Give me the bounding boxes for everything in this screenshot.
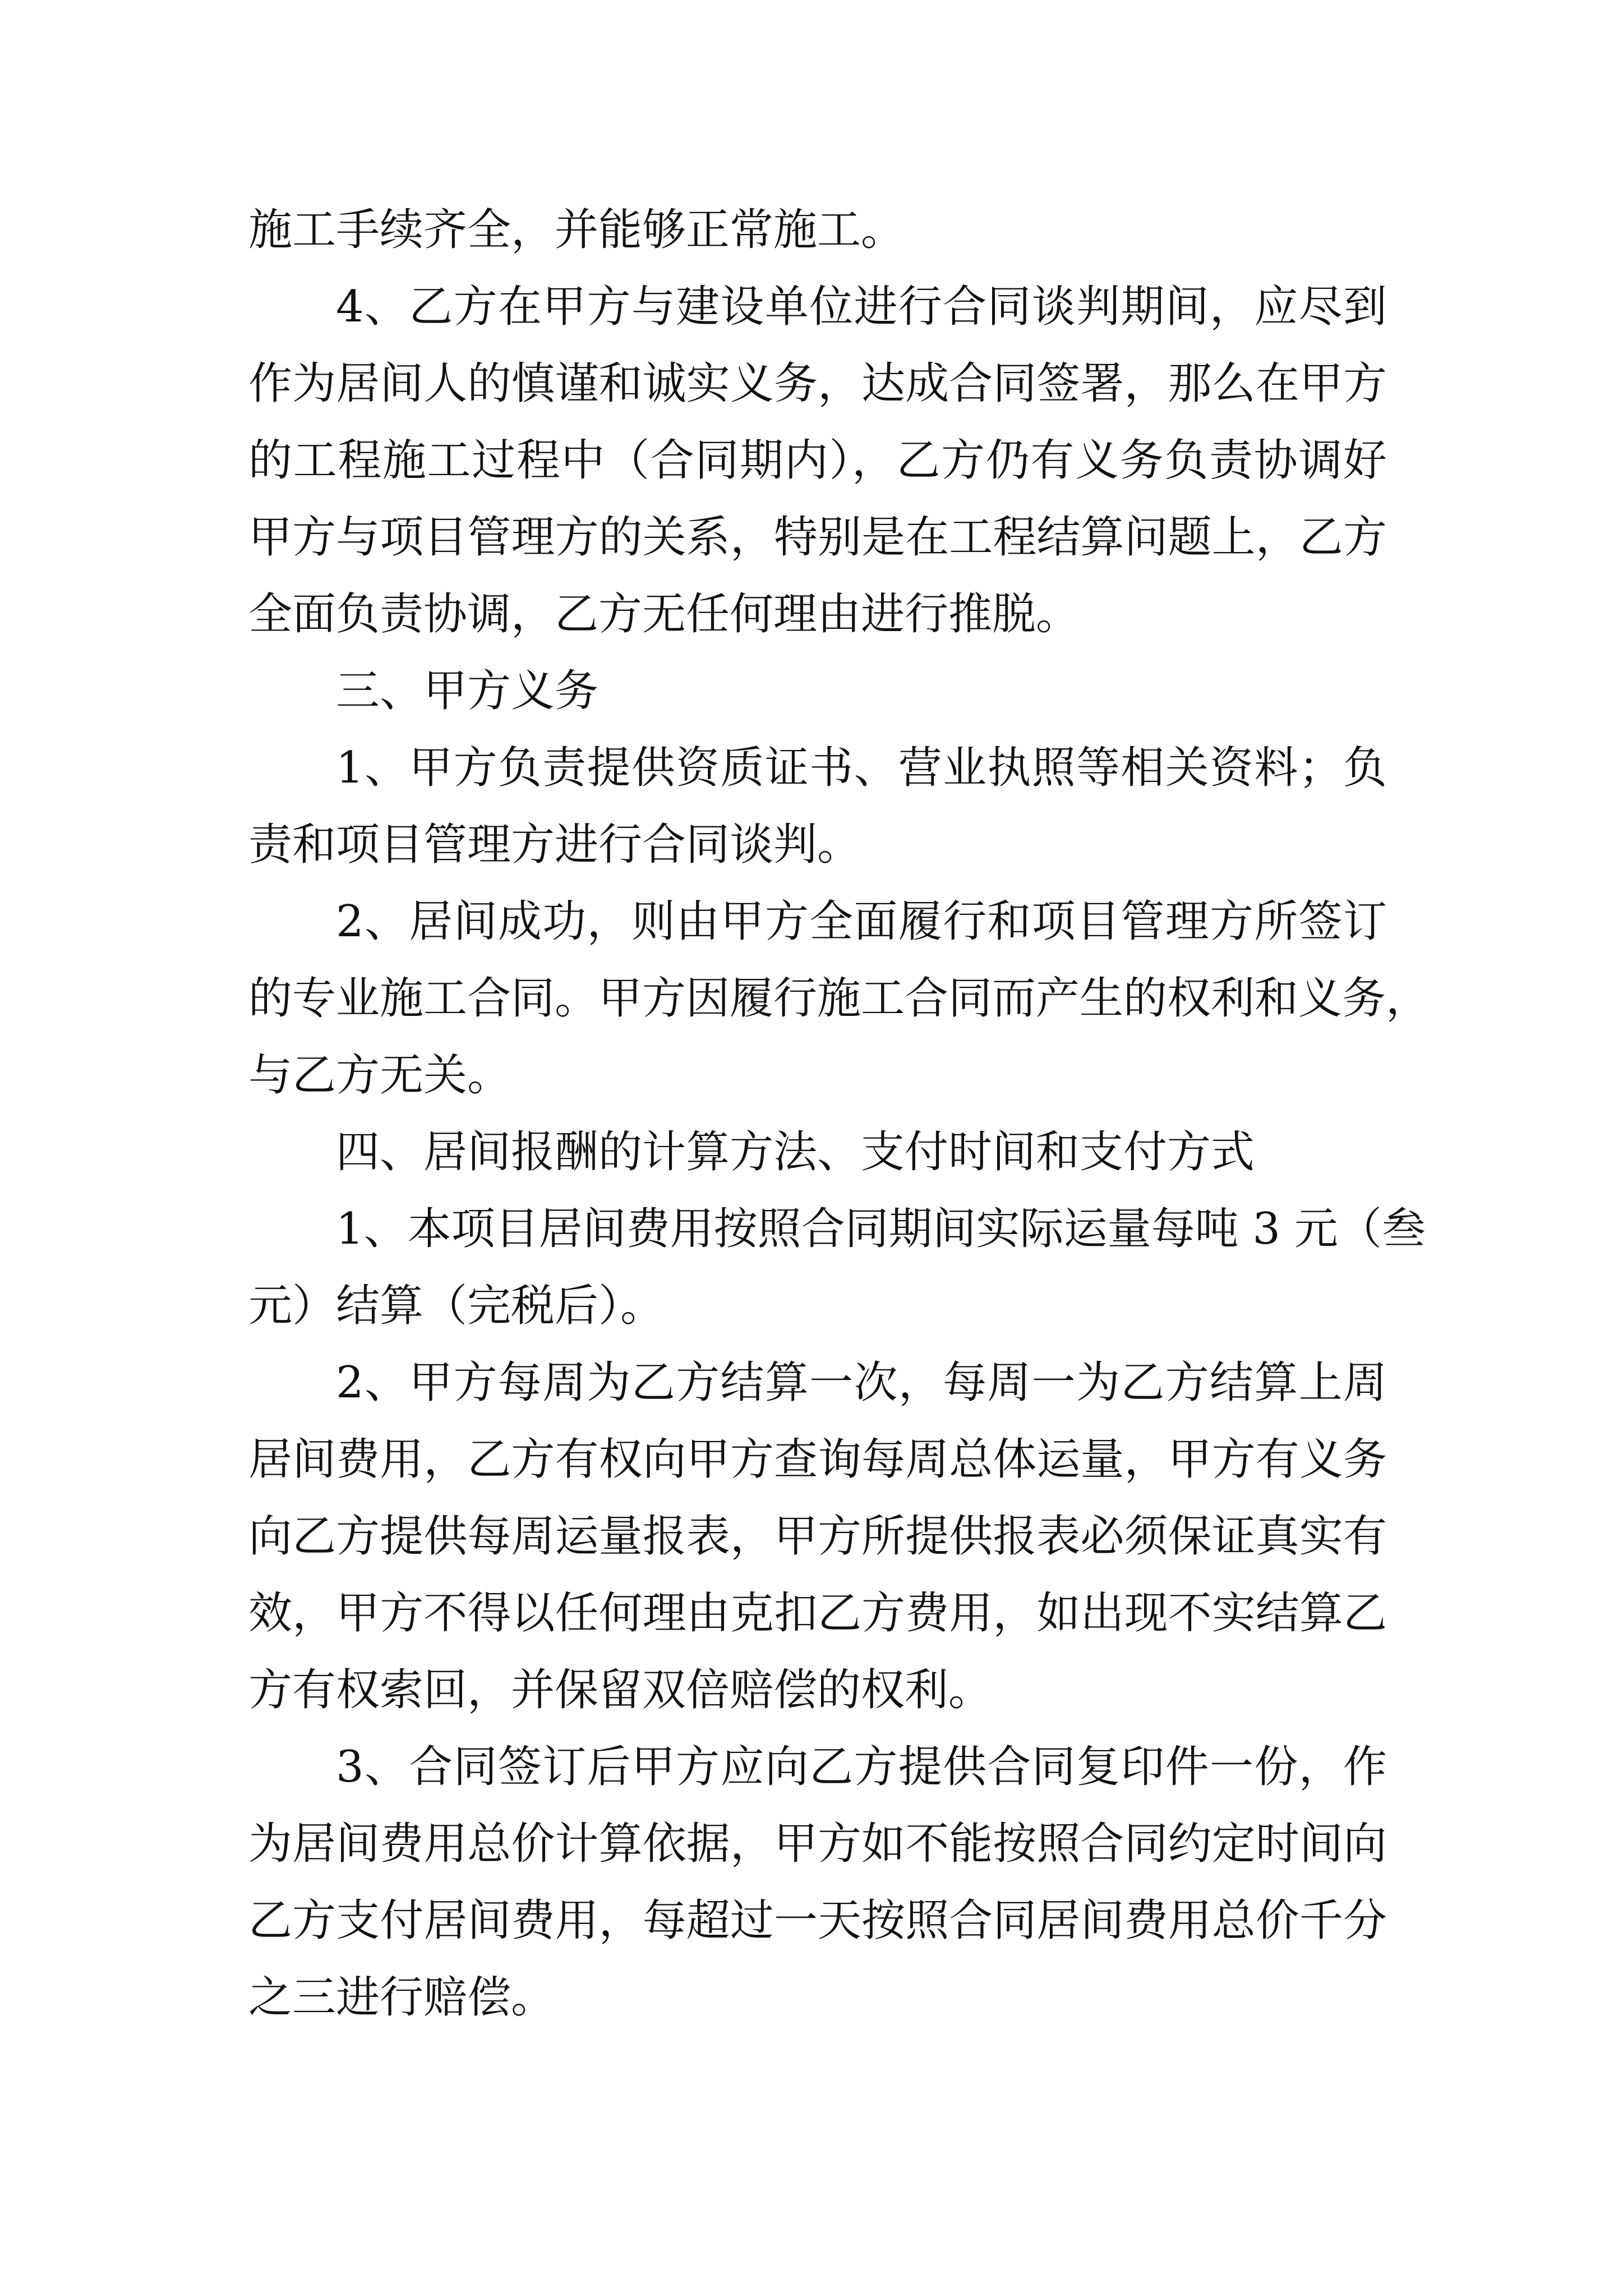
document-body [248, 192, 1430, 2036]
text-line: 全面负责协调，乙方无任何理由进行推脱。 [248, 589, 1080, 639]
text-line: 2、甲方每周为乙方结算一次，每周一为乙方结算上周 [336, 1358, 1387, 1408]
text-line: 之三进行赔偿。 [248, 1972, 555, 2023]
text-line: 1、本项目居间费用按照合同期间实际运量每吨 3 元（叁 [336, 1204, 1426, 1254]
text-line: 的工程施工过程中（合同期内），乙方仍有义务负责协调好 [248, 435, 1387, 486]
text-line: 施工手续齐全，并能够正常施工。 [248, 205, 905, 255]
text-line: 向乙方提供每周运量报表，甲方所提供报表必须保证真实有 [248, 1511, 1387, 1562]
text-line: 2、居间成功，则由甲方全面履行和项目管理方所签订 [336, 896, 1387, 947]
text-line: 元）结算（完税后）。 [248, 1281, 665, 1331]
text-line: 效，甲方不得以任何理由克扣乙方费用，如出现不实结算乙 [248, 1588, 1387, 1639]
text-line: 4、乙方在甲方与建设单位进行合同谈判期间，应尽到 [336, 282, 1387, 332]
text-line: 居间费用，乙方有权向甲方查询每周总体运量，甲方有义务 [248, 1434, 1387, 1485]
text-line: 为居间费用总价计算依据，甲方如不能按照合同约定时间向 [248, 1819, 1387, 1869]
text-line: 1、甲方负责提供资质证书、营业执照等相关资料；负 [336, 743, 1387, 793]
text-line: 甲方与项目管理方的关系，特别是在工程结算问题上，乙方 [248, 512, 1387, 563]
text-line: 方有权索回，并保留双倍赔偿的权利。 [248, 1665, 993, 1715]
text-line: 的专业施工合同。甲方因履行施工合同而产生的权利和义务， [248, 973, 1430, 1024]
text-line: 与乙方无关。 [248, 1050, 511, 1101]
text-line: 乙方支付居间费用，每超过一天按照合同居间费用总价千分 [248, 1895, 1387, 1946]
text-line: 作为居间人的慎谨和诚实义务，达成合同签署，那么在甲方 [248, 358, 1387, 409]
text-line: 3、合同签订后甲方应向乙方提供合同复印件一份，作 [336, 1742, 1387, 1792]
text-line: 四、居间报酬的计算方法、支付时间和支付方式 [336, 1127, 1255, 1177]
text-line: 三、甲方义务 [336, 666, 599, 716]
text-line: 责和项目管理方进行合同谈判。 [248, 820, 861, 870]
